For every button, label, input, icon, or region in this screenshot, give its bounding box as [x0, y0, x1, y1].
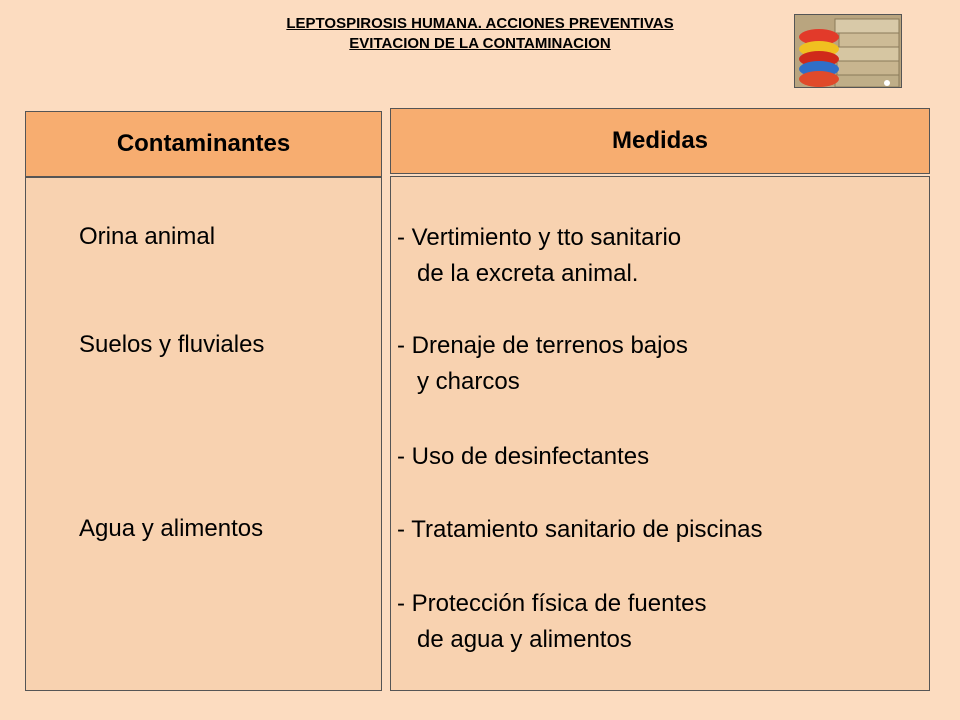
measure-line: - Uso de desinfectantes [397, 443, 650, 470]
title-line-1: LEPTOSPIROSIS HUMANA. ACCIONES PREVENTIVAS [286, 15, 674, 32]
measure-line: de agua y alimentos [417, 626, 632, 653]
measure-line: de la excreta animal. [417, 260, 639, 287]
measure-item [397, 328, 688, 400]
photo-illustration [795, 15, 901, 87]
contaminants-header [25, 111, 382, 177]
measure-item [397, 220, 681, 292]
measure-line: - Protección física de fuentes [397, 590, 707, 617]
measure-item [397, 586, 707, 658]
measure-item [397, 512, 763, 548]
contaminant-item: Orina animal [79, 223, 216, 250]
measure-line: y charcos [417, 368, 520, 395]
contaminant-item: Suelos y fluviales [79, 331, 265, 358]
measure-line: - Vertimiento y tto sanitario [397, 224, 682, 251]
stacked-bags-photo-icon [794, 14, 902, 88]
contaminant-item: Agua y alimentos [79, 515, 264, 542]
measure-line: - Tratamiento sanitario de piscinas [397, 516, 763, 543]
contaminants-header-label: Contaminantes [116, 130, 291, 157]
measure-item [397, 439, 649, 475]
slide-title [160, 14, 800, 54]
title-line-2: EVITACION DE LA CONTAMINACION [349, 35, 611, 52]
measures-header-label: Medidas [611, 127, 709, 154]
measure-line: - Drenaje de terrenos bajos [397, 332, 688, 359]
measures-header [390, 108, 930, 174]
